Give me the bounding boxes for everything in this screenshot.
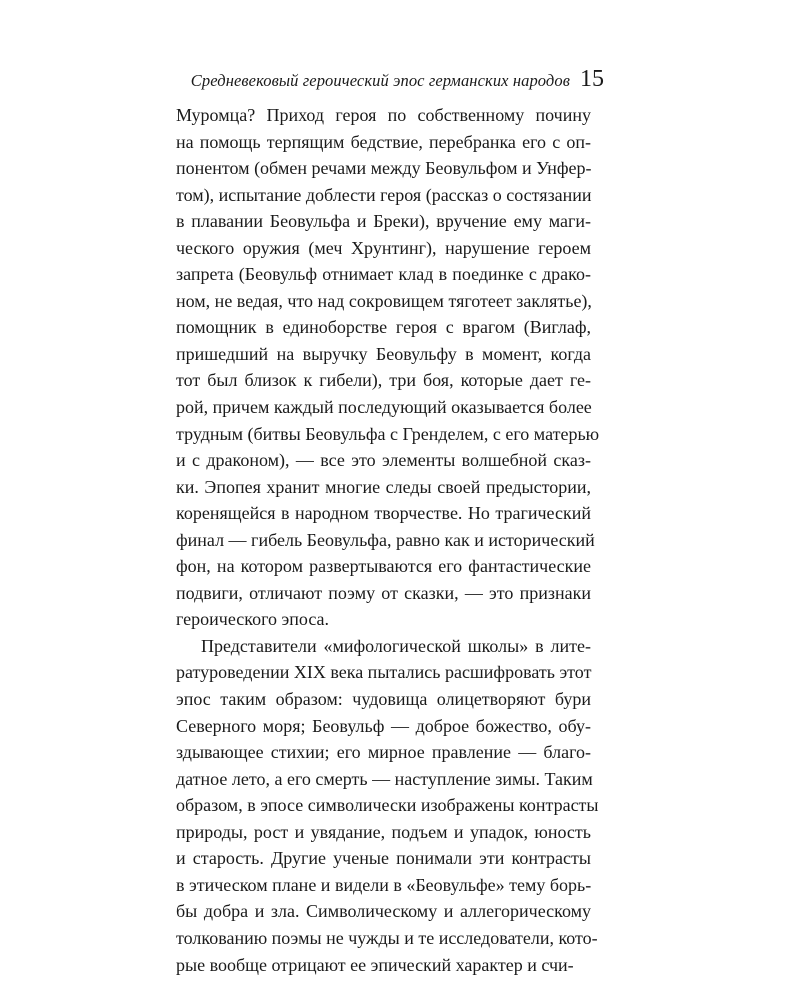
- text-line: толкованию поэмы не чужды и те исследователи, кото-: [176, 927, 598, 948]
- text-line: ки. Эпопея хранит многие следы своей предыстории,: [176, 476, 591, 497]
- text-line: рые вообще отрицают ее эпический характер и счи-: [176, 954, 574, 975]
- text-line: датное лето, а его смерть — наступление зимы. Таким: [176, 768, 593, 789]
- text-line: и с драконом), — все это элементы волшебной сказ-: [176, 450, 591, 471]
- body-text: [176, 102, 600, 978]
- text-line: рой, причем каждый последующий оказывается более: [176, 397, 592, 418]
- text-line: Северного моря; Беовульф — доброе божество, обу-: [176, 715, 591, 736]
- text-line: тот был близок к гибели), три боя, которые дает ге-: [176, 370, 591, 391]
- text-line: финал — гибель Беовульфа, равно как и исторический: [176, 529, 595, 550]
- paragraph: [176, 102, 600, 633]
- text-line: ном, не ведая, что над сокровищем тяготеет заклятье),: [176, 290, 592, 311]
- text-line: героического эпоса.: [176, 609, 330, 630]
- text-line: эпос таким образом: чудовища олицетворяют бури: [176, 689, 591, 710]
- paragraph: [176, 633, 599, 978]
- text-line: коренящейся в народном творчестве. Но трагический: [176, 503, 591, 524]
- text-line: и старость. Другие ученые понимали эти контрасты: [176, 848, 591, 869]
- text-line: пришедший на выручку Беовульфу в момент, когда: [176, 343, 591, 364]
- text-line: в этическом плане и видели в «Беовульфе» тему борь-: [176, 874, 592, 895]
- text-line: трудным (битвы Беовульфа с Гренделем, с его матерью: [176, 423, 600, 444]
- text-line: помощник в единоборстве героя с врагом (Виглаф,: [176, 317, 591, 338]
- text-line: образом, в эпосе символически изображены контрасты: [176, 795, 599, 816]
- text-line: на помощь терпящим бедствие, перебранка его с оп-: [176, 131, 591, 152]
- text-line: подвиги, отличают поэму от сказки, — это признаки: [176, 582, 591, 603]
- text-line: ческого оружия (меч Хрунтинг), нарушение героем: [176, 237, 591, 258]
- text-line: запрета (Беовульф отнимает клад в поединке с драко-: [176, 264, 591, 285]
- text-line: ратуроведении XIX века пытались расшифровать этот: [176, 662, 592, 683]
- text-line: том), испытание доблести героя (рассказ о состязании: [176, 184, 592, 205]
- text-line: в плавании Беовульфа и Бреки), вручение ему маги-: [176, 211, 591, 232]
- text-line: понентом (обмен речами между Беовульфом и Унфер-: [176, 158, 592, 179]
- text-line: бы добра и зла. Символическому и аллегорическому: [176, 901, 591, 922]
- page-number: 15: [580, 66, 604, 92]
- text-line: природы, рост и увядание, подъем и упадок, юность: [176, 821, 591, 842]
- running-title: Средневековый героический эпос германских народов: [190, 71, 570, 90]
- running-head: [176, 66, 604, 98]
- text-line: здывающее стихии; его мирное правление — благо-: [176, 742, 591, 763]
- text-line: Муромца? Приход героя по собственному почину: [176, 105, 591, 125]
- text-line: фон, на котором развертываются его фантастические: [176, 556, 591, 577]
- text-line: Представители «мифологической школы» в лите-: [201, 635, 591, 656]
